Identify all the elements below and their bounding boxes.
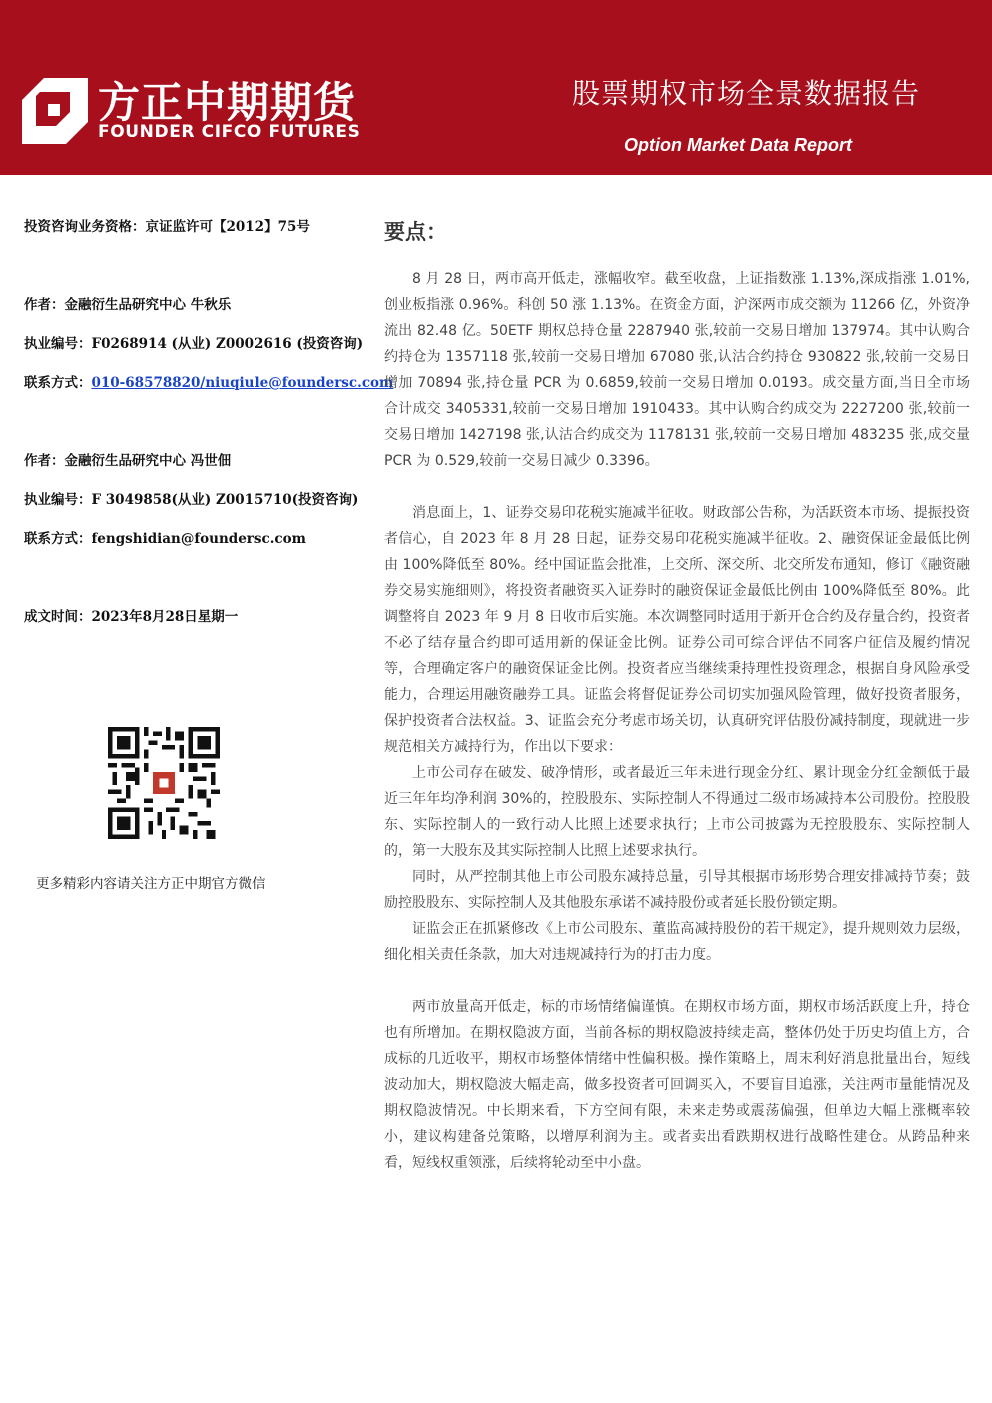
paragraph-regulation-revision: 证监会正在抓紧修改《上市公司股东、董监高减持股份的若干规定》，提升规则效力层级，细化相关责任条款，加大对违规减持行为的打击力度。: [384, 921, 970, 963]
author2-contact: 联系方式：fengshidian@foundersc.com: [24, 531, 306, 547]
founder-logo-icon: [22, 78, 88, 144]
author2-name: 作者：金融衍生品研究中心 冯世佃: [24, 453, 232, 469]
logo-english-name: FOUNDER CIFCO FUTURES: [98, 122, 361, 142]
author1-contact-label: 联系方式：: [24, 375, 92, 391]
paragraph-reduction-rule: 上市公司存在破发、破净情形，或者最近三年未进行现金分红、累计现金分红金额低于最近三年年均净利润 30%的，控股股东、实际控制人不得通过二级市场减持本公司股份。控股股东、实际控制人的一致行动人比照上述要求执行；上市公司披露为无控股股东、实际控制人的，第一大股东及其实际控制人比照上述要求执行。: [384, 765, 970, 859]
paragraph-strategy: 两市放量高开低走，标的市场情绪偏谨慎。在期权市场方面，期权市场活跃度上升，持仓也有所增加。在期权隐波方面，当前各标的期权隐波持续走高，整体仍处于历史均值上方，合成标的几近收平，期权市场整体情绪中性偏积极。操作策略上，周末利好消息批量出台，短线波动加大，期权隐波大幅走高，做多投资者可回调买入，不要盲目追涨，关注两市量能情况及期权隐波情况。中长期来看，下方空间有限，未来走势或震荡偏强，但单边大幅上涨概率较小，建议构建备兑策略，以增厚利润为主。或者卖出看跌期权进行战略性建仓。从跨品种来看，短线权重领涨，后续将轮动至中小盘。: [384, 999, 970, 1171]
author1-license: 执业编号：F0268914 (从业) Z0002616 (投资咨询): [24, 336, 364, 352]
author2-license: 执业编号：F 3049858(从业) Z0015710(投资咨询): [24, 492, 359, 508]
report-header: [0, 0, 992, 175]
paragraph-reduction-control: 同时，从严控制其他上市公司股东减持总量，引导其根据市场形势合理安排减持节奏；鼓励控股股东、实际控制人及其他股东承诺不减持股份或者延长股份锁定期。: [384, 869, 970, 911]
author1-contact: [24, 371, 393, 391]
paragraph-news: 消息面上，1、证券交易印花税实施减半征收。财政部公告称，为活跃资本市场、提振投资者信心，自 2023 年 8 月 28 日起，证券交易印花税实施减半征收。2、融资保证金最低比例由 100%降低至 80%。经中国证监会批准，上交所、深交所、北交所发布通知，修订《融资融券交易实施细则》，将投资者融资买入证券时的融资保证金最低比例由 100%降低至 80%。此调整将自 2023 年 9 月 8 日收市后实施。本次调整同时适用于新开仓合约及存量合约，投资者不必了结存量合约即可适用新的保证金比例。证券公司可综合评估不同客户征信及履约情况等，合理确定客户的融资保证金比例。投资者应当继续秉持理性投资理念，根据自身风险承受能力，合理运用融资融券工具。证监会将督促证券公司切实加强风险管理，做好投资者服务，保护投资者合法权益。3、证监会充分考虑市场关切，认真研究评估股份减持制度，现就进一步规范相关方减持行为，作出以下要求：: [384, 505, 970, 755]
report-title: 股票期权市场全景数据报告: [571, 77, 920, 110]
qualification: 投资咨询业务资格：京证监许可【2012】75号: [24, 219, 310, 235]
report-subtitle: Option Market Data Report: [623, 135, 852, 155]
paragraph-market-summary: 8 月 28 日，两市高开低走，涨幅收窄。截至收盘，上证指数涨 1.13%,深成指涨 1.01%,创业板指涨 0.96%。科创 50 涨 1.13%。在资金方面，沪深两市成交额为 11266 亿，外资净流出 82.48 亿。50ETF 期权总持仓量 2287940 张,较前一交易日增加 137974。其中认购合约持仓为 1357118 张,较前一交易日增加 67080 张,认沽合约持仓 930822 张,较前一交易日增加 70894 张,持仓量 PCR 为 0.6859,较前一交易日增加 0.0193。成交量方面,当日全市场合计成交 3405331,较前一交易日增加 1910433。其中认购合约成交为 2227200 张,较前一交易日增加 1427198 张,认沽合约成交为 1178131 张,较前一交易日增加 483235 张,成交量 PCR 为 0.529,较前一交易日减少 0.3396。: [384, 271, 970, 469]
key-points-title: 要点：: [384, 220, 447, 244]
report-body: [384, 266, 970, 1176]
wechat-qr-code-icon[interactable]: [108, 727, 220, 839]
author1-name: 作者：金融衍生品研究中心 牛秋乐: [24, 297, 232, 313]
author1-contact-link[interactable]: 010-68578820/niuqiule@foundersc.com: [91, 375, 394, 391]
report-date: 成文时间：2023年8月28日星期一: [24, 609, 239, 625]
logo-chinese-name: 方正中期期货: [98, 78, 357, 127]
qr-caption: 更多精彩内容请关注方正中期官方微信: [36, 876, 266, 892]
